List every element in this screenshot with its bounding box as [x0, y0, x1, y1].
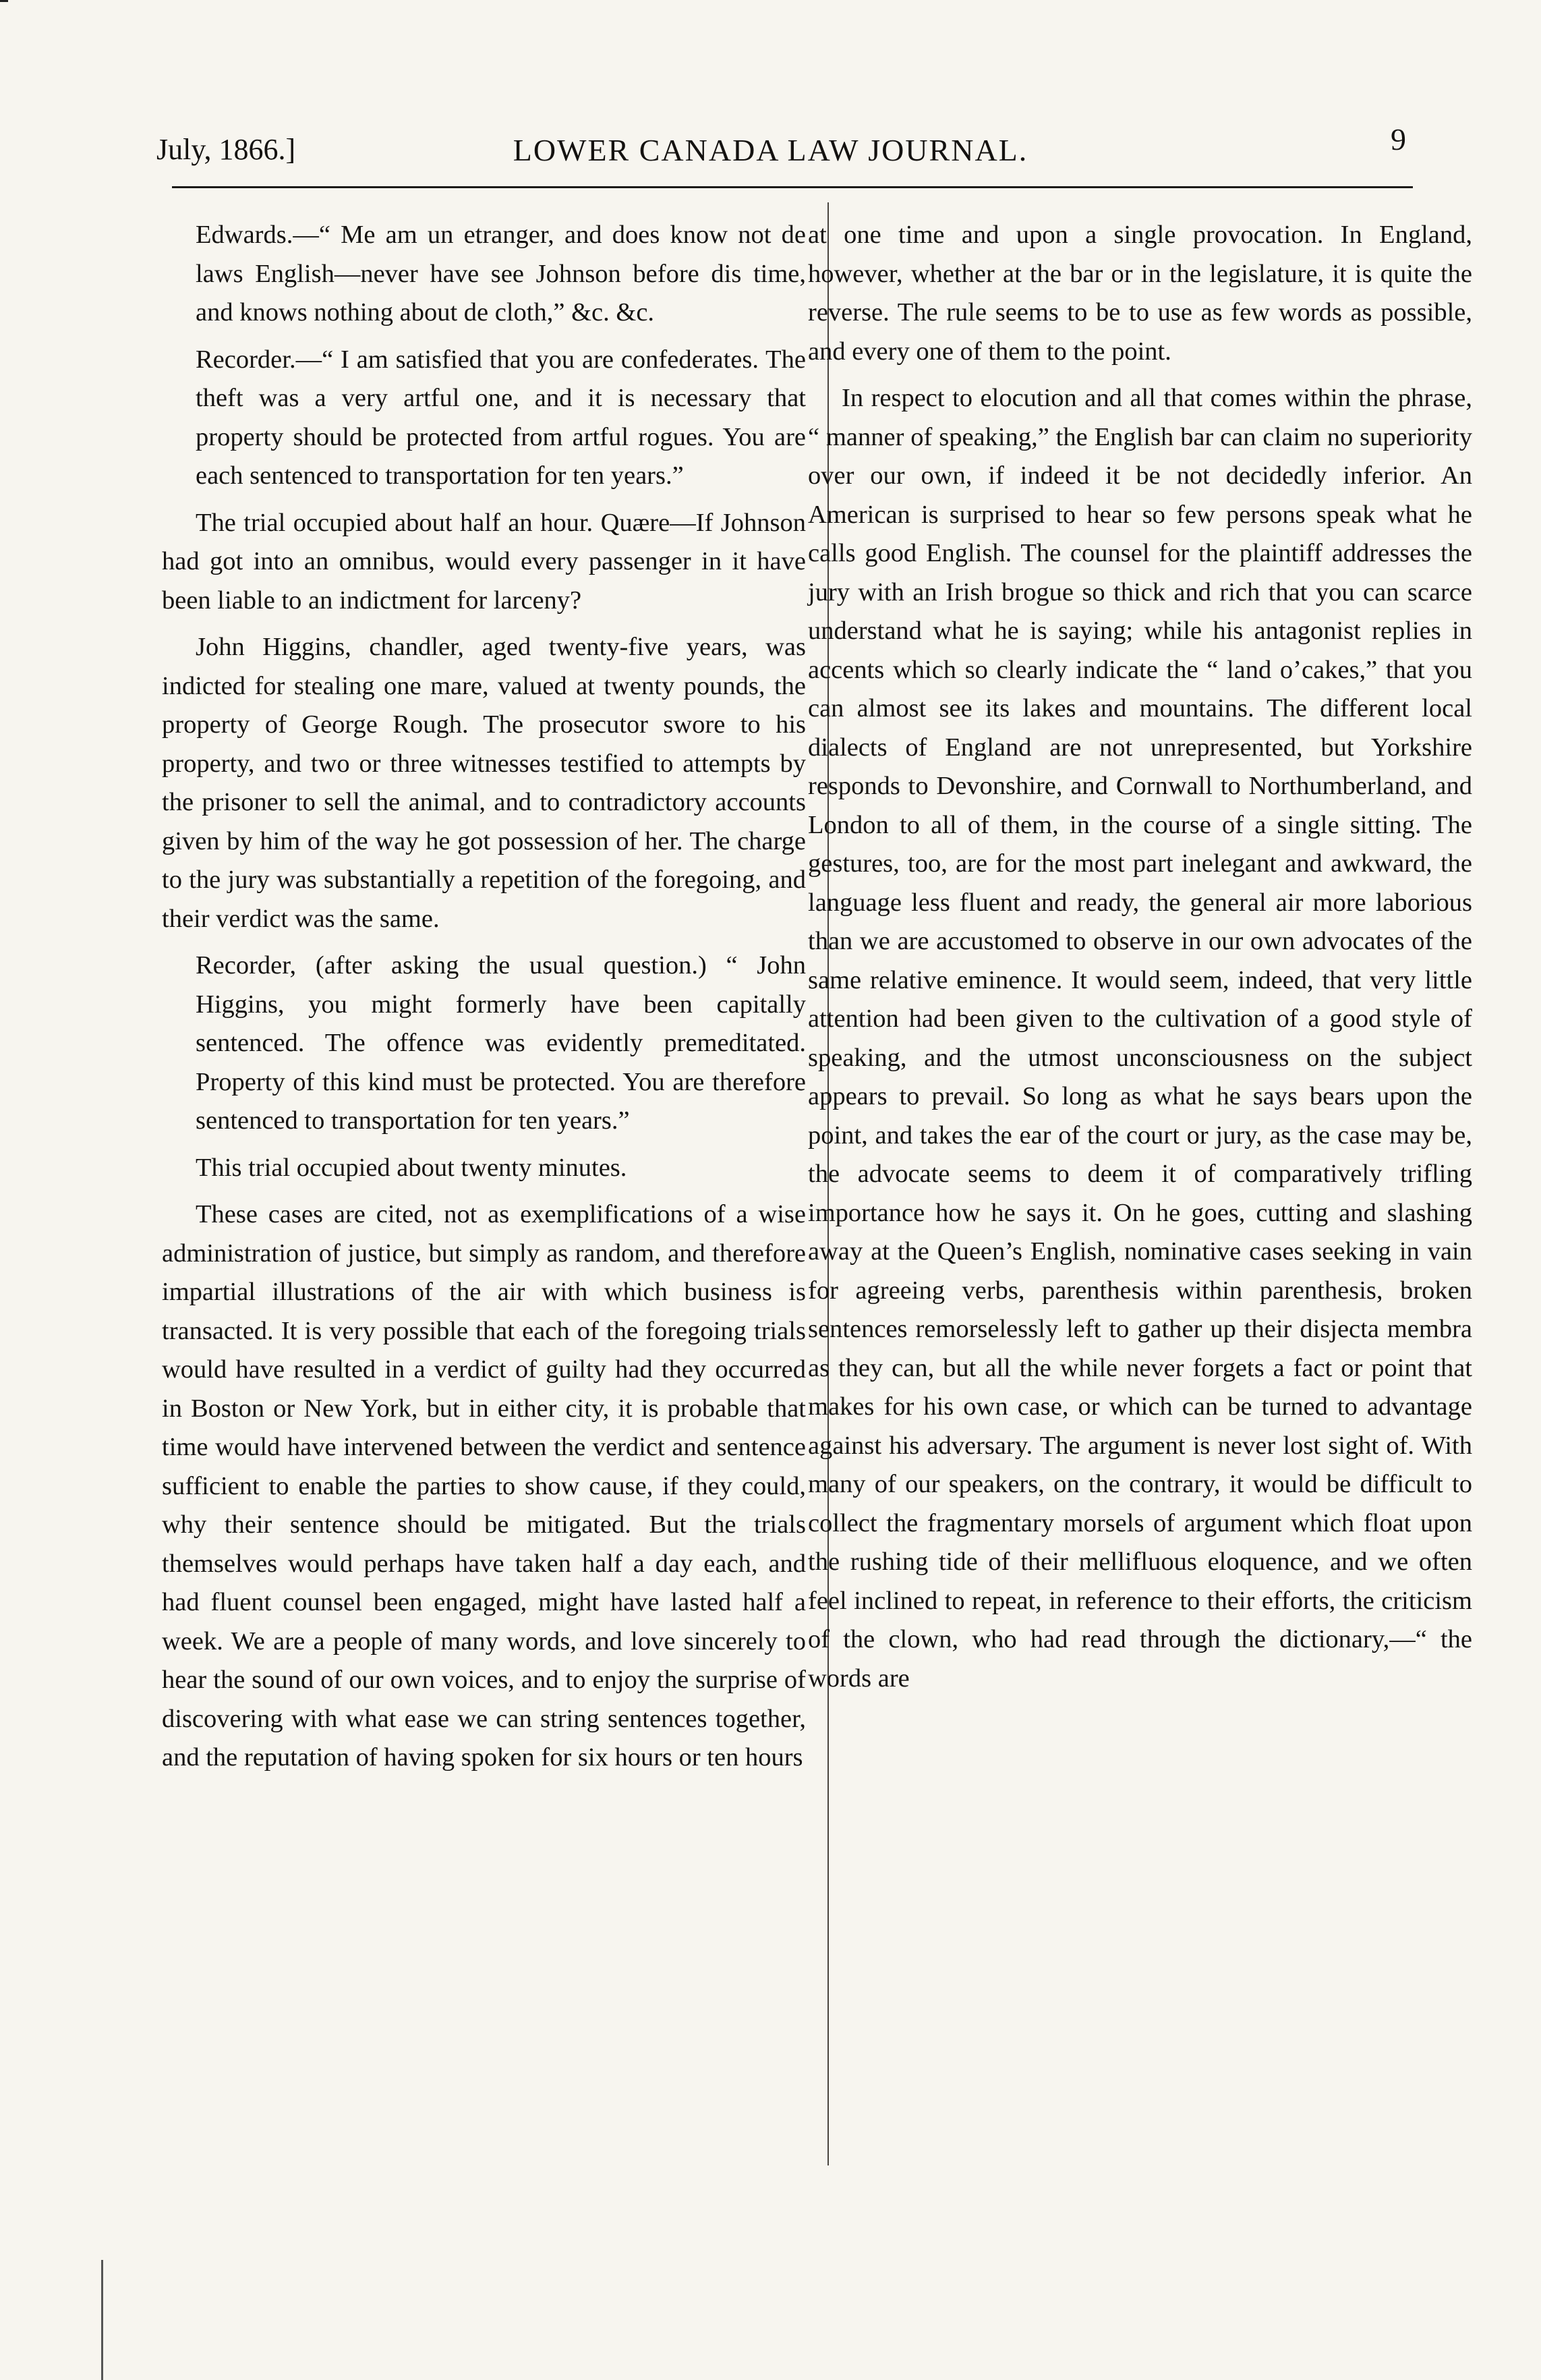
paragraph: Recorder, (after asking the usual question.) “ John Higgins, you might formerly have been capitally sentenced. The offence was evidently premeditated. Property of this kind must be protected. You are therefore sentenced to transportation for ten years.”	[196, 951, 806, 1135]
paragraph: The trial occupied about half an hour. Quære—If Johnson had got into an omnibus, would every passenger in it have been liable to an indictment for larceny?	[162, 508, 806, 615]
header-date: July, 1866.]	[156, 133, 296, 166]
right-column	[808, 216, 1472, 1706]
paragraph: These cases are cited, not as exemplifications of a wise administration of justice, but simply as random, and therefore impartial illustrations of the air with which business is transacted. It is very possible that each of the foregoing trials would have resulted in a verdict of guilty had they occurred in Boston or New York, but in either city, it is probable that time would have intervened between the verdict and sentence sufficient to enable the parties to show cause, if they could, why their sentence should be mitigated. But the trials themselves would perhaps have taken half a day each, and had fluent counsel been engaged, might have lasted half a week. We are a people of many words, and love sincerely to hear the sound of our own voices, and to enjoy the surprise of discovering with what ease we can string sentences together, and the reputation of having spoken for six hours or ten hours	[162, 1200, 806, 1772]
paragraph: at one time and upon a single provocation. In England, however, whether at the bar or in the legislature, it is quite the reverse. The rule seems to be to use as few words as possible, and every one of them to the point.	[808, 221, 1472, 366]
header-rule	[172, 186, 1413, 188]
page-number: 9	[1391, 122, 1406, 157]
scan-corner-mark	[0, 0, 8, 2]
paragraph: In respect to elocution and all that comes within the phrase, “ manner of speaking,” the English bar can claim no superiority over our own, if indeed it be not decidedly inferior. An American is surprised to hear so few persons speak what he calls good English. The counsel for the plaintiff addresses the jury with an Irish brogue so thick and rich that you can scarce understand what he is saying; while his antagonist replies in accents which so clearly indicate the “ land o’cakes,” that you can almost see its lakes and mountains. The different local dialects of England are not unrepresented, but Yorkshire responds to Devonshire, and Cornwall to Northumberland, and London to all of them, in the course of a single sitting. The gestures, too, are for the most part inelegant and awkward, the language less fluent and ready, the general air more laborious than we are accustomed to observe in our own advocates of the same relative eminence. It would seem, indeed, that very little attention had been given to the cultivation of a good style of speaking, and the utmost unconsciousness on the subject appears to prevail. So long as what he says bears upon the point, and takes the ear of the court or jury, as the case may be, the advocate seems to deem it of comparatively trifling importance how he says it. On he goes, cutting and slashing away at the Queen’s English, nominative cases seeking in vain for agreeing verbs, parenthesis within parenthesis, broken sentences remorselessly left to gather up their disjecta membra as they can, but all the while never forgets a fact or point that makes for his own case, or which can be turned to advantage against his adversary. The argument is never lost sight of. With many of our speakers, on the contrary, it would be difficult to collect the fragmentary morsels of argument which float upon the rushing tide of their mellifluous eloquence, and we often feel inclined to repeat, in reference to their efforts, the criticism of the clown, who had read through the dictionary,—“ the words are	[808, 384, 1472, 1693]
journal-title: LOWER CANADA LAW JOURNAL.	[513, 133, 1028, 167]
left-column	[162, 216, 806, 1786]
binding-margin-line	[101, 2260, 103, 2380]
running-header	[0, 121, 1541, 182]
paragraph: Recorder.—“ I am satisfied that you are confederates. The theft was a very artful one, and it is necessary that property should be protected from artful rogues. You are each sentenced to transportation for ten years.”	[196, 345, 806, 490]
paragraph: Edwards.—“ Me am un etranger, and does know not de laws English—never have see Johnson before dis time, and knows nothing about de cloth,” &c. &c.	[196, 221, 806, 327]
paragraph: This trial occupied about twenty minutes.	[196, 1153, 627, 1182]
paragraph: John Higgins, chandler, aged twenty-five years, was indicted for stealing one mare, valued at twenty pounds, the property of George Rough. The prosecutor swore to his property, and two or three witnesses testified to attempts by the prisoner to sell the animal, and to contradictory accounts given by him of the way he got possession of her. The charge to the jury was substantially a repetition of the foregoing, and their verdict was the same.	[162, 633, 806, 933]
